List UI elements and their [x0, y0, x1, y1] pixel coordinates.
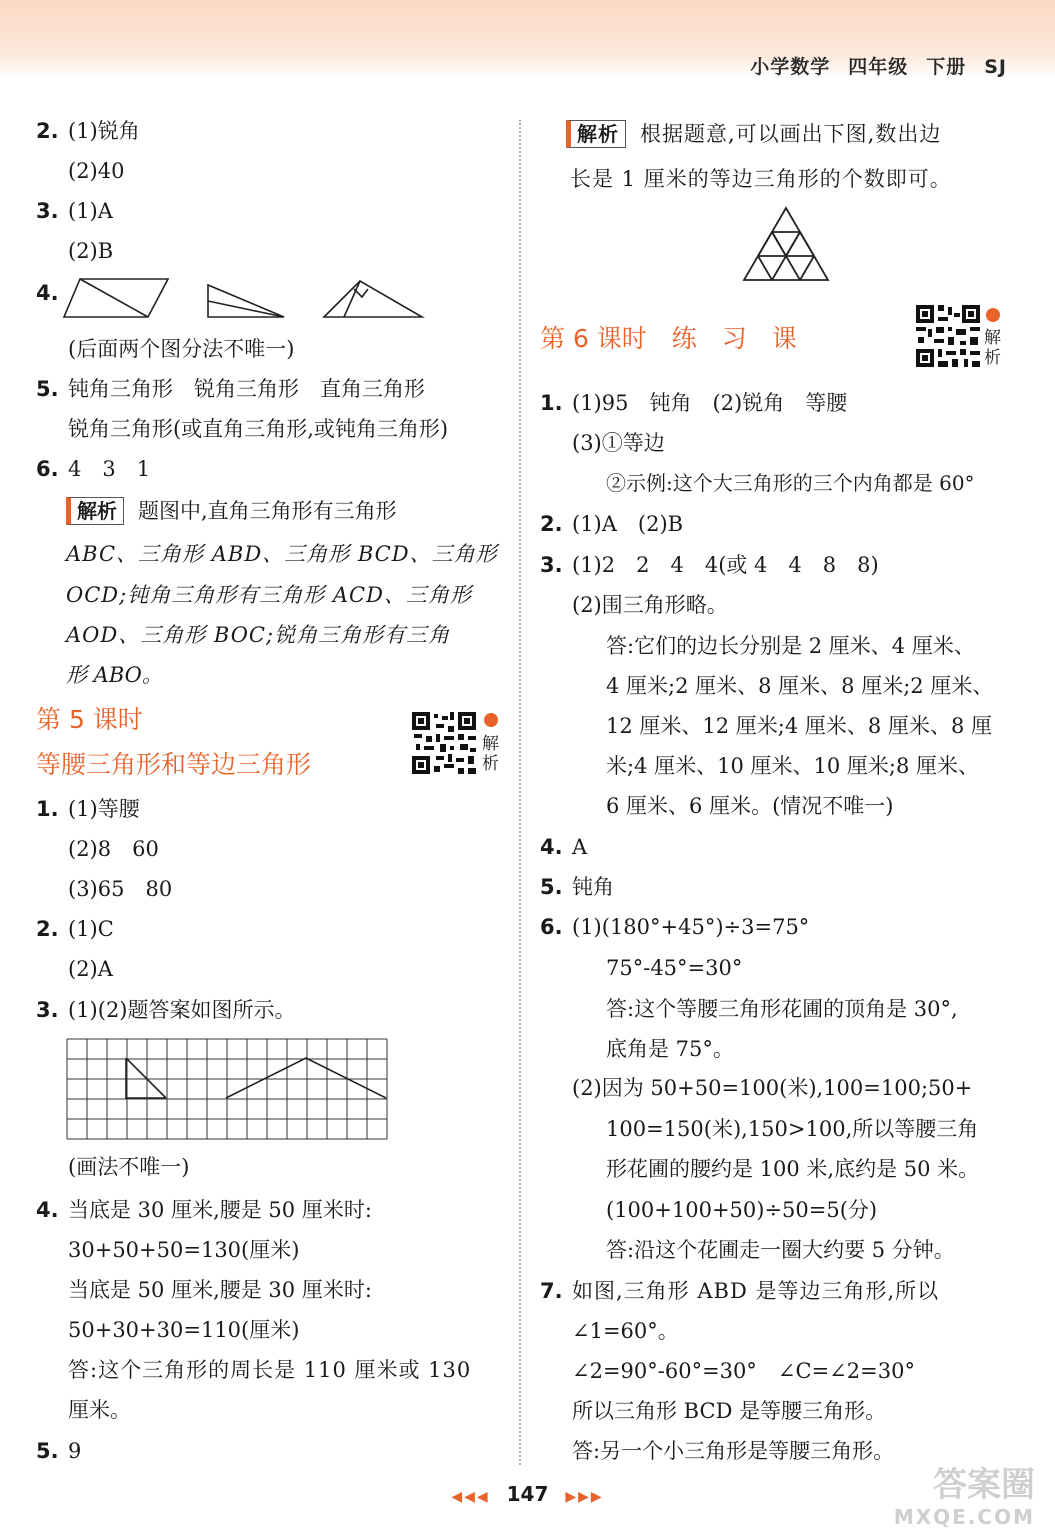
r-q1-answer-2: (3)①等边	[572, 431, 665, 455]
watermark-top: 答案圈	[933, 1465, 1035, 1505]
left-analysis-line-4: AOD、三角形 BOC;锐角三角形有三角	[66, 623, 451, 647]
header-subject: 小学数学	[750, 56, 831, 78]
right-analysis-line-2: 长是 1 厘米的等边三角形的个数即可。	[570, 167, 952, 191]
q2-number: 2.	[36, 119, 59, 143]
r-q3-line-5: 6 厘米、6 厘米。(情况不唯一)	[606, 794, 894, 818]
header-grade: 四年级	[848, 56, 909, 78]
r-q1-number: 1.	[540, 391, 563, 415]
r-q2-answer: (1)A (2)B	[572, 512, 684, 536]
watermark-bottom: MXQE.COM	[893, 1505, 1035, 1529]
r-q1-answer-3: ②示例:这个大三角形的三个内角都是 60°	[606, 471, 975, 495]
r-q3-answer-2: (2)围三角形略。	[572, 593, 728, 617]
next-arrows-icon: ▶▶▶	[565, 1489, 604, 1505]
q6-number: 6.	[36, 457, 59, 481]
running-header	[732, 52, 1007, 79]
r-q3-line-2: 4 厘米;2 厘米、8 厘米、8 厘米;2 厘米、	[606, 674, 994, 698]
r-q6-line-3: 答:这个等腰三角形花圃的顶角是 30°,	[606, 997, 958, 1021]
s5q3-note: (画法不唯一)	[68, 1155, 190, 1179]
r-q6-line-2: 75°-45°=30°	[606, 956, 743, 980]
lesson5-title: 第 5 课时	[36, 705, 143, 734]
s5q3-grid-figure	[66, 1038, 390, 1140]
right-analysis-tag: 解析	[566, 120, 626, 148]
s5q4-line-4: 50+30+30=110(厘米)	[68, 1318, 300, 1342]
r-q7-number: 7.	[540, 1279, 563, 1303]
header-edition: SJ	[984, 56, 1007, 78]
q4-number: 4.	[36, 281, 59, 305]
r-q3-line-1: 答:它们的边长分别是 2 厘米、4 厘米、	[606, 634, 975, 658]
lesson6-qr-label: 解析	[984, 328, 1001, 368]
s5q5-number: 5.	[36, 1439, 59, 1463]
r-q3-line-4: 米;4 厘米、10 厘米、10 厘米;8 厘米、	[606, 754, 980, 778]
prev-arrows-icon: ◀◀◀	[451, 1489, 490, 1505]
right-analysis-line-1	[566, 119, 941, 149]
r-q7-line-1: 如图,三角形 ABD 是等边三角形,所以	[572, 1279, 940, 1303]
r-q6-number: 6.	[540, 915, 563, 939]
lesson6-qr-code[interactable]	[914, 303, 982, 369]
column-divider	[519, 120, 521, 1465]
triangle-grid-figure	[740, 205, 832, 283]
lesson6-title: 第 6 课时 练 习 课	[540, 324, 797, 353]
q5-answer-1: 钝角三角形 锐角三角形 直角三角形	[68, 377, 425, 401]
header-volume: 下册	[926, 56, 967, 78]
s5q3-answer: (1)(2)题答案如图所示。	[68, 998, 296, 1022]
parallelogram-shape	[64, 279, 168, 317]
left-analysis-line-1	[66, 496, 397, 526]
r-q5-number: 5.	[540, 875, 563, 899]
r-q6-line-4: 底角是 75°。	[606, 1037, 734, 1061]
lesson5-play-icon[interactable]	[484, 713, 498, 727]
r-q3-answer-1: (1)2 2 4 4(或 4 4 8 8)	[572, 553, 879, 577]
r-q3-number: 3.	[540, 553, 563, 577]
q2-answer-1: (1)锐角	[68, 119, 140, 143]
left-analysis-tag: 解析	[66, 497, 124, 525]
r-q4-answer: A	[572, 835, 588, 859]
right-analysis-text-1: 根据题意,可以画出下图,数出边	[640, 122, 942, 146]
right-triangle-shape	[208, 285, 284, 317]
s5q2-answer-1: (1)C	[68, 917, 114, 941]
r-q5-answer: 钝角	[572, 875, 614, 899]
right-triangle-split	[208, 301, 284, 317]
r-q7-line-5: 答:另一个小三角形是等腰三角形。	[572, 1439, 895, 1463]
q3-answer-1: (1)A	[68, 199, 113, 223]
q3-number: 3.	[36, 199, 59, 223]
s5q5-answer: 9	[68, 1439, 82, 1463]
lesson5-subtitle: 等腰三角形和等边三角形	[36, 750, 312, 779]
s5q4-line-3: 当底是 50 厘米,腰是 30 厘米时:	[68, 1278, 372, 1302]
r-q7-line-2: ∠1=60°。	[572, 1319, 679, 1343]
q4-shapes-figure	[60, 275, 440, 325]
s5q1-answer-1: (1)等腰	[68, 797, 140, 821]
q3-answer-2: (2)B	[68, 239, 114, 263]
s5q3-number: 3.	[36, 998, 59, 1022]
q2-answer-2: (2)40	[68, 159, 125, 183]
watermark-logo	[835, 1465, 1035, 1535]
large-equilateral-triangle	[744, 208, 828, 280]
obtuse-triangle-shape	[324, 281, 422, 317]
parallelogram-diagonal	[80, 279, 148, 317]
page-number: 147	[506, 1482, 549, 1506]
r-q6-line-9: 答:沿这个花圃走一圈大约要 5 分钟。	[606, 1238, 955, 1262]
left-analysis-line-3: OCD;钝角三角形有三角形 ACD、三角形	[66, 583, 472, 607]
q5-answer-2: 锐角三角形(或直角三角形,或钝角三角形)	[68, 417, 449, 441]
r-q6-line-1: (1)(180°+45°)÷3=75°	[572, 915, 810, 939]
lesson6-play-icon[interactable]	[986, 308, 1000, 322]
s5q4-number: 4.	[36, 1198, 59, 1222]
r-q3-line-3: 12 厘米、12 厘米;4 厘米、8 厘米、8 厘	[606, 714, 992, 738]
s5q2-answer-2: (2)A	[68, 957, 113, 981]
s5q2-number: 2.	[36, 917, 59, 941]
r-q6-line-8: (100+100+50)÷50=5(分)	[606, 1198, 878, 1222]
obtuse-triangle-split	[344, 281, 360, 317]
s5q4-line-1: 当底是 30 厘米,腰是 50 厘米时:	[68, 1198, 372, 1222]
grid-isosceles-triangle	[226, 1058, 386, 1098]
s5q1-answer-3: (3)65 80	[68, 877, 173, 901]
left-analysis-line-5: 形 ABO。	[66, 663, 163, 687]
r-q6-line-7: 形花圃的腰约是 100 米,底约是 50 米。	[606, 1157, 980, 1181]
lesson5-qr-code[interactable]	[410, 710, 478, 776]
right-angle-mark	[354, 289, 368, 297]
s5q4-line-2: 30+50+50=130(厘米)	[68, 1238, 300, 1262]
r-q6-line-5: (2)因为 50+50=100(米),100=100;50+	[572, 1076, 973, 1100]
left-analysis-text-1: 题图中,直角三角形有三角形	[138, 499, 397, 523]
s5q4-line-5: 答:这个三角形的周长是 110 厘米或 130	[68, 1358, 472, 1382]
left-analysis-line-2: ABC、三角形 ABD、三角形 BCD、三角形	[66, 542, 498, 566]
s5q1-number: 1.	[36, 797, 59, 821]
r-q6-line-6: 100=150(米),150>100,所以等腰三角	[606, 1117, 979, 1141]
q4-note: (后面两个图分法不唯一)	[68, 337, 295, 361]
r-q2-number: 2.	[540, 512, 563, 536]
grid-right-triangle-hyp	[126, 1058, 166, 1098]
r-q1-answer-1: (1)95 钝角 (2)锐角 等腰	[572, 391, 848, 415]
r-q7-line-3: ∠2=90°-60°=30° ∠C=∠2=30°	[572, 1359, 915, 1383]
s5q4-line-6: 厘米。	[68, 1398, 131, 1422]
q5-number: 5.	[36, 377, 59, 401]
s5q1-answer-2: (2)8 60	[68, 837, 159, 861]
lesson5-qr-label: 解析	[482, 734, 499, 774]
r-q7-line-4: 所以三角形 BCD 是等腰三角形。	[572, 1399, 887, 1423]
r-q4-number: 4.	[540, 835, 563, 859]
q6-answer: 4 3 1	[68, 457, 151, 481]
